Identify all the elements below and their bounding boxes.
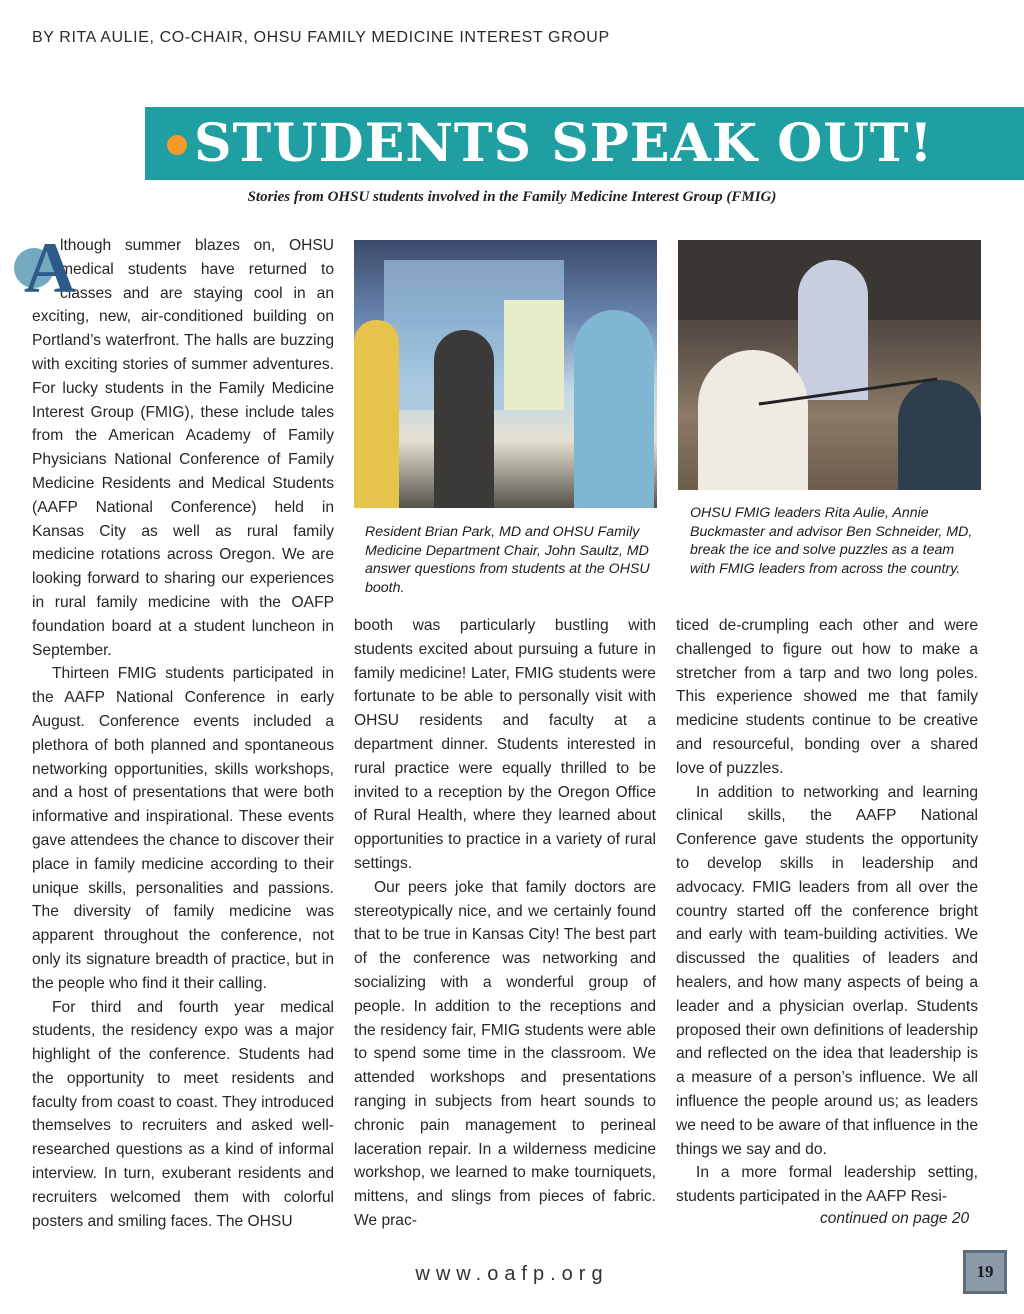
paragraph: Our peers joke that family doctors are stereotypically nice, and we certainly found that to be true in Kansas City! The best part of the conference was networking and socializing with a wonderful group of people. In addition to the receptions and the residency fair, FMIG students were able to spend some time in the classroom. We attended workshops and presentations ranging in subjects from heart sounds to chronic pain management to perineal laceration repair. In a wilderness medicine workshop, we learned to make tourniquets, mittens, and slings from pieces of fabric. We prac-	[354, 878, 656, 1229]
paragraph: booth was particularly bustling with students excited about pursuing a future in family medicine! Later, FMIG students were fortunate to be able to personally visit with OHSU residents and faculty at a department dinner. Students interested in rural practice were equally thrilled to be invited to a reception by the Oregon Office of Rural Health, where they learned about opportunities to practice in a variety of rural settings.	[354, 617, 656, 872]
drop-cap-letter: A	[24, 228, 76, 308]
paragraph: In addition to networking and learning clinical skills, the AAFP National Conference gave students the opportunity to develop skills in leadership and advocacy. FMIG leaders from all over the country started off the conference bright and early with team-building activities. We discussed the qualities of leaders and healers, and how many aspects of being a leader and a physician overlap. Students proposed their own definitions of leadership and reflected on the idea that leadership is a measure of a person’s influence. We all influence the people around us; as leaders we need to be aware of that influence in the things we say and do.	[676, 783, 978, 1158]
paragraph: Thirteen FMIG students participated in the AAFP National Conference in early August. Conference events included a plethora of both planned and spontaneous networking opportunities, skills workshops, and a host of presentations that were both informative and inspirational. These events gave attendees the chance to discover their place in family medicine according to their unique skills, personalities and passions. The diversity of family medicine was apparent throughout the conference, not only its signature breadth of practice, but in the people who find it their calling.	[32, 665, 334, 992]
article-column-1	[24, 228, 334, 1233]
paragraph: For third and fourth year medical students, the residency expo was a major highlight of the conference. Students had the opportunity to meet residents and faculty from coast to coast. They introduced themselves to recruiters and asked well-researched questions as a kind of informal interview. In turn, exuberant residents and recruiters welcomed them with colorful posters and smiling faces. The OHSU	[32, 998, 334, 1230]
byline: BY RITA AULIE, CO-CHAIR, OHSU FAMILY MEDICINE INTEREST GROUP	[32, 29, 610, 46]
bullet-dot-icon	[167, 135, 187, 155]
paragraph-text: lthough summer blazes on, OHSU medical students have returned to classes and are staying cool in an exciting, new, air-conditioned building on Portland’s waterfront. The halls are buzzing with exciting stories of summer adventures. For lucky students in the Family Medicine Interest Group (FMIG), these include tales from the American Academy of Family Physicians National Conference of Family Medicine Residents and Medical Students (AAFP National Conference) held in Kansas City as well as rural family medicine rotations across Oregon. We are looking forward to sharing our experiences in rural family medicine with the OAFP foundation board at a student luncheon in September.	[32, 237, 334, 659]
photo-person	[574, 310, 654, 508]
photo-person	[898, 380, 981, 490]
photo-ohsu-booth	[354, 240, 657, 508]
article-column-2	[354, 614, 656, 1233]
photo-person	[434, 330, 494, 508]
photo-caption-1: Resident Brian Park, MD and OHSU Family Medicine Department Chair, John Saultz, MD answer questions from students at the OHSU booth.	[365, 524, 650, 596]
photo-person	[798, 260, 868, 400]
drop-cap	[14, 228, 76, 308]
paragraph: In a more formal leadership setting, students participated in the AAFP Resi-	[676, 1164, 978, 1206]
subtitle: Stories from OHSU students involved in the Family Medicine Interest Group (FMIG)	[247, 189, 777, 205]
paragraph	[24, 228, 334, 662]
photo-caption-2: OHSU FMIG leaders Rita Aulie, Annie Buckmaster and advisor Ben Schneider, MD, break the ice and solve puzzles as a team with FMIG leaders from across the country.	[690, 505, 973, 577]
photo-person	[354, 320, 399, 508]
footer-url: www.oafp.org	[415, 1263, 609, 1285]
photo-poster	[504, 300, 564, 410]
continued-note: continued on page 20	[820, 1210, 970, 1227]
page-title: STUDENTS SPEAK OUT!	[194, 113, 934, 174]
photo-fmig-leaders	[678, 240, 981, 490]
paragraph: ticed de-crumpling each other and were challenged to figure out how to make a stretcher from a tarp and two long poles. This experience showed me that family medicine students continue to be creative and resourceful, bonding over a shared love of puzzles.	[676, 617, 978, 777]
article-column-3	[676, 614, 978, 1209]
photo-person	[698, 350, 808, 490]
page-number: 19	[963, 1250, 1007, 1294]
